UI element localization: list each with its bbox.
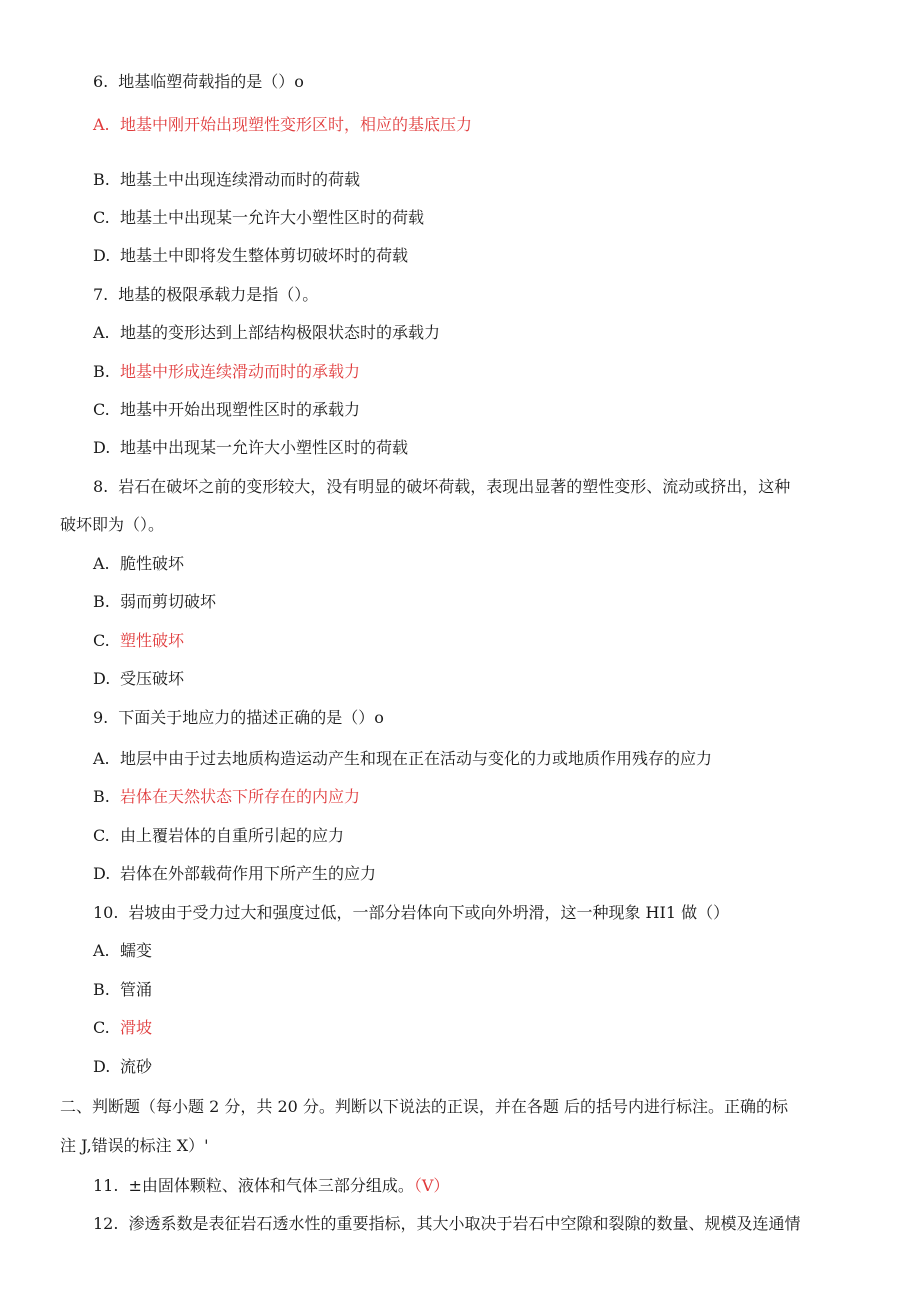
option-letter: C.: [93, 208, 110, 227]
option-letter: A.: [93, 749, 110, 768]
option-letter: A.: [93, 554, 110, 573]
option-letter: D.: [93, 669, 111, 688]
option-letter: B.: [93, 362, 110, 381]
answer-mark: （V）: [413, 1176, 450, 1195]
question-text: 下面关于地应力的描述正确的是（）o: [118, 708, 384, 727]
option-text: 岩体在天然状态下所存在的内应力: [120, 787, 361, 806]
option-10a: [93, 941, 152, 961]
section-2-heading: [60, 1097, 788, 1117]
option-9c: [93, 826, 344, 846]
option-letter: B.: [93, 787, 110, 806]
option-9a: [93, 749, 712, 769]
option-9b: [93, 787, 360, 807]
option-letter: C.: [93, 400, 110, 419]
option-10b: [93, 980, 152, 1000]
option-text: 地基中开始出现塑性区时的承载力: [120, 400, 361, 419]
question-number: 11.: [93, 1176, 119, 1195]
option-letter: B.: [93, 592, 110, 611]
question-12: [93, 1214, 800, 1234]
option-letter: D.: [93, 246, 111, 265]
option-letter: D.: [93, 1057, 111, 1076]
question-8: [93, 477, 790, 497]
option-7a: [93, 323, 440, 343]
option-text: 地基中形成连续滑动而时的承载力: [120, 362, 361, 381]
option-text: 由上覆岩体的自重所引起的应力: [120, 826, 345, 845]
option-text: 管涌: [120, 980, 153, 999]
question-number: 10.: [93, 903, 119, 922]
section-heading-text: 二、判断题（每小题 2 分，共 20 分。判断以下说法的正误，并在各题 后的括号内进行标注。正确的标: [60, 1097, 788, 1116]
question-text: 岩坡由于受力过大和强度过低，一部分岩体向下或向外坍滑，这一种现象 HI1 做（）: [128, 903, 730, 922]
option-text: 流砂: [120, 1057, 153, 1076]
option-text: 地基的变形达到上部结构极限状态时的承载力: [120, 323, 441, 342]
option-text: 蠕变: [120, 941, 153, 960]
section-2-heading-continued: [60, 1136, 209, 1156]
option-7c: [93, 400, 360, 420]
option-letter: C.: [93, 826, 110, 845]
option-7d: [93, 438, 408, 458]
option-text: 地基中刚开始出现塑性变形区时，相应的基底压力: [120, 115, 473, 134]
question-text: 破坏即为（）。: [60, 515, 165, 534]
question-text: 渗透系数是表征岩石透水性的重要指标，其大小取决于岩石中空隙和裂隙的数量、规模及连通情: [128, 1214, 801, 1233]
option-text: 滑坡: [120, 1018, 153, 1037]
option-letter: D.: [93, 438, 111, 457]
option-text: 地基中出现某一允许大小塑性区时的荷载: [120, 438, 409, 457]
option-text: 塑性破坏: [120, 631, 185, 650]
option-6c: [93, 208, 424, 228]
option-6d: [93, 246, 408, 266]
option-letter: C.: [93, 631, 110, 650]
question-number: 6.: [93, 72, 109, 91]
option-10d: [93, 1057, 152, 1077]
option-text: 脆性破坏: [120, 554, 185, 573]
question-text: 地基临塑荷载指的是（）o: [118, 72, 304, 91]
option-8c: [93, 631, 184, 651]
option-8d: [93, 669, 184, 689]
option-text: 地基土中出现连续滑动而时的荷载: [120, 170, 361, 189]
option-text: 弱而剪切破坏: [120, 592, 217, 611]
option-9d: [93, 864, 376, 884]
option-10c: [93, 1018, 152, 1038]
option-letter: B.: [93, 170, 110, 189]
option-text: 岩体在外部载荷作用下所产生的应力: [120, 864, 377, 883]
option-text: 地层中由于过去地质构造运动产生和现在正在活动与变化的力或地质作用残存的应力: [120, 749, 713, 768]
option-text: 地基土中即将发生整体剪切破坏时的荷载: [120, 246, 409, 265]
question-number: 7.: [93, 285, 109, 304]
option-8b: [93, 592, 216, 612]
question-8-continued: [60, 515, 164, 535]
option-6b: [93, 170, 360, 190]
section-heading-text: 注 J,错误的标注 X）': [60, 1136, 209, 1155]
question-number: 8.: [93, 477, 109, 496]
question-7: [93, 285, 318, 305]
question-text: 岩石在破坏之前的变形较大，没有明显的破坏荷载，表现出显著的塑性变形、流动或挤出，这种: [118, 477, 791, 496]
option-8a: [93, 554, 184, 574]
option-7b: [93, 362, 360, 382]
question-9: [93, 708, 384, 728]
option-letter: C.: [93, 1018, 110, 1037]
option-letter: A.: [93, 941, 110, 960]
question-text: 地基的极限承载力是指（）。: [118, 285, 319, 304]
option-letter: A.: [93, 115, 110, 134]
option-letter: D.: [93, 864, 111, 883]
question-6: [93, 72, 304, 92]
question-number: 12.: [93, 1214, 119, 1233]
option-letter: B.: [93, 980, 110, 999]
question-number: 9.: [93, 708, 109, 727]
option-6a: [93, 115, 472, 135]
option-letter: A.: [93, 323, 110, 342]
question-text: ±由固体颗粒、液体和气体三部分组成。: [128, 1176, 414, 1195]
option-text: 地基土中出现某一允许大小塑性区时的荷载: [120, 208, 425, 227]
option-text: 受压破坏: [120, 669, 185, 688]
question-10: [93, 903, 729, 923]
question-11: [93, 1176, 449, 1196]
